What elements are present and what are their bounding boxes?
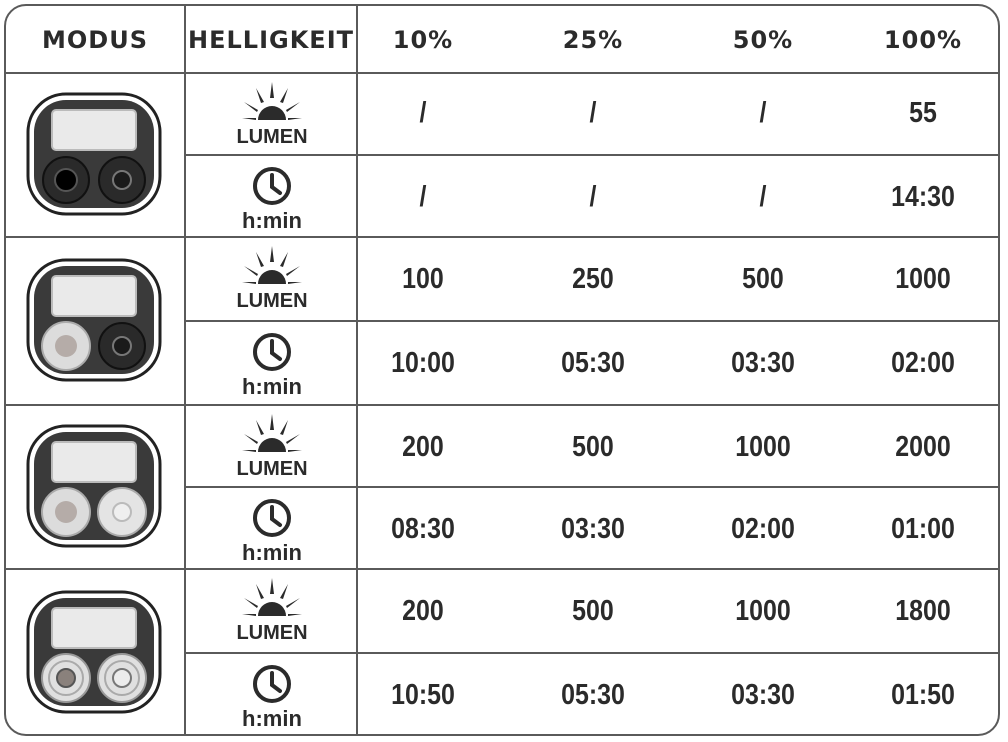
value-cell: / <box>759 180 767 213</box>
sun-icon <box>242 412 302 458</box>
value-cell: / <box>589 180 597 213</box>
lamp-mode-4-icon <box>24 586 164 718</box>
value-cell: 200 <box>402 430 444 463</box>
value-cell: 14:30 <box>891 180 955 213</box>
lumen-icon-cell <box>186 238 358 320</box>
grid-line <box>6 568 998 570</box>
time-icon-cell <box>186 488 358 570</box>
grid-line <box>6 404 998 406</box>
sun-icon <box>242 244 302 290</box>
value-cell: 03:30 <box>731 346 795 379</box>
time-label: h:min <box>242 540 302 565</box>
value-cell: 500 <box>572 430 614 463</box>
value-cell: 500 <box>742 262 784 295</box>
value-cell: / <box>589 96 597 129</box>
time-label: h:min <box>242 374 302 399</box>
value-cell: / <box>419 96 427 129</box>
value-cell: 100 <box>402 262 444 295</box>
value-cell: 1800 <box>895 594 951 627</box>
value-cell: 02:00 <box>731 512 795 545</box>
time-icon-cell <box>186 322 358 404</box>
value-cell: 03:30 <box>731 678 795 711</box>
time-icon-cell <box>186 156 358 238</box>
value-cell: 01:50 <box>891 678 955 711</box>
lamp-mode-2-icon <box>24 254 164 386</box>
time-label: h:min <box>242 208 302 233</box>
value-cell: 10:50 <box>391 678 455 711</box>
value-cell: 05:30 <box>561 678 625 711</box>
lumen-runtime-table <box>4 4 1000 736</box>
value-cell: 01:00 <box>891 512 955 545</box>
clock-icon <box>252 498 292 538</box>
header-brightness: HELLIGKEIT <box>188 26 354 54</box>
header-level-25: 25% <box>562 26 624 54</box>
value-cell: 1000 <box>735 430 791 463</box>
value-cell: 02:00 <box>891 346 955 379</box>
clock-icon <box>252 664 292 704</box>
value-cell: 05:30 <box>561 346 625 379</box>
lumen-icon-cell <box>186 74 358 156</box>
lumen-label: LUMEN <box>236 622 308 644</box>
sun-icon <box>242 80 302 126</box>
lumen-label: LUMEN <box>236 458 308 480</box>
header-level-10: 10% <box>392 26 454 54</box>
time-icon-cell <box>186 654 358 736</box>
lumen-icon-cell <box>186 406 358 488</box>
value-cell: / <box>419 180 427 213</box>
value-cell: 08:30 <box>391 512 455 545</box>
lamp-mode-3-icon <box>24 420 164 552</box>
value-cell: 250 <box>572 262 614 295</box>
value-cell: 200 <box>402 594 444 627</box>
value-cell: / <box>759 96 767 129</box>
header-mode: MODUS <box>42 26 148 54</box>
value-cell: 2000 <box>895 430 951 463</box>
sun-icon <box>242 576 302 622</box>
lamp-mode-1-icon <box>24 88 164 220</box>
clock-icon <box>252 332 292 372</box>
value-cell: 500 <box>572 594 614 627</box>
value-cell: 10:00 <box>391 346 455 379</box>
lumen-icon-cell <box>186 570 358 652</box>
header-level-100: 100% <box>883 26 963 54</box>
value-cell: 1000 <box>735 594 791 627</box>
lumen-label: LUMEN <box>236 126 308 148</box>
value-cell: 55 <box>909 96 937 129</box>
value-cell: 03:30 <box>561 512 625 545</box>
clock-icon <box>252 166 292 206</box>
grid-line <box>6 236 998 238</box>
header-level-50: 50% <box>732 26 794 54</box>
lumen-label: LUMEN <box>236 290 308 312</box>
value-cell: 1000 <box>895 262 951 295</box>
time-label: h:min <box>242 706 302 731</box>
